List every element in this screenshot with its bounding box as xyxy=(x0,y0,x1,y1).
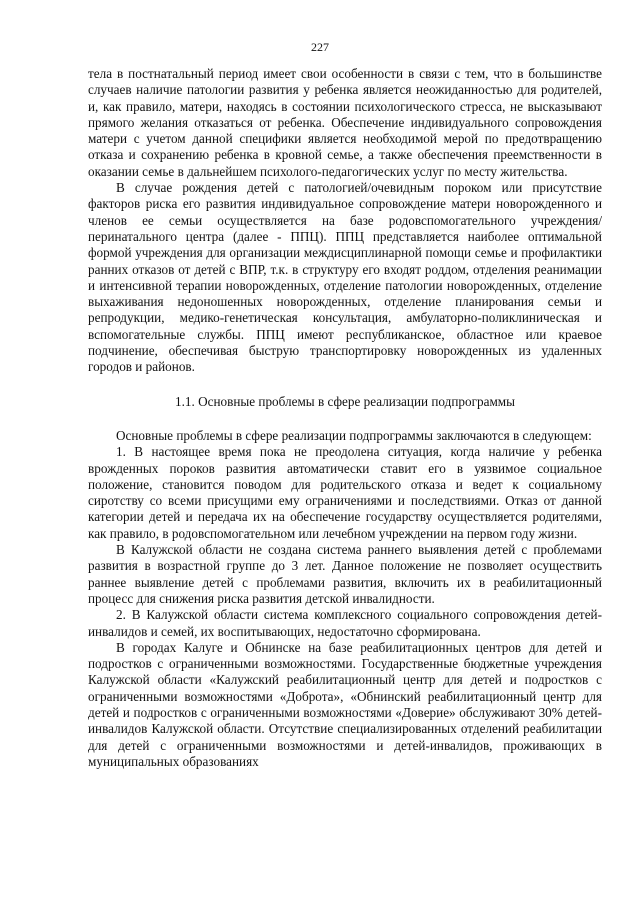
page-number: 227 xyxy=(311,40,329,54)
paragraph-ppc: В случае рождения детей с патологией/очевидным пороком или присутствие факторов риска его развития индивидуальное сопровождение матери новорожденного и членов ее семьи осуществляется на базе родовспомогательного учреждения/перинатального центра (далее - ППЦ). ППЦ представляется наиболее оптимальной формой учреждения для организации междисциплинарной помощи семье и профилактики ранних отказов от детей с ВПР, т.к. в структуру его входят роддом, отделения реанимации и интенсивной терапии новорожденных, отделение патологии новорожденных, отделение выхаживания недоношенных новорожденных, отделение планирования семьи и репродукции, медико-генетическая консультация, амбулаторно-поликлиническая и вспомогательные службы. ППЦ имеют республиканское, областное или краевое подчинение, обеспечивая быструю транспортировку новорожденных из удаленных городов и районов. xyxy=(88,180,602,375)
paragraph-continuation: тела в постнатальный период имеет свои особенности в связи с тем, что в большинстве случаев наличие патологии развития у ребенка является неожиданностью для родителей, и, как правило, матери, находясь в состоянии психологического стресса, не высказывают прямого желания отказаться от ребенка. Обеспечение индивидуального сопровождения матери с учетом данной специфики является необходимой мерой по предотвращению отказа и сохранению ребенка в кровной семье, а также обеспечения преемственности в оказании семье в дальнейшем психолого-педагогических услуг по месту жительства. xyxy=(88,66,602,179)
paragraph-problem-1: 1. В настоящее время пока не преодолена ситуация, когда наличие у ребенка врожденных пороков развития автоматически ставит его в уязвимое социальное положение, становится поводом для родительского отказа и ведет к социальному сиротству со всеми присущими ему ограничениями и последствиями. Отказ от данной категории детей и передача их на обеспечение государству осуществляется родителями, как правило, в родовспомогательном или лечебном учреждении на первом году жизни. xyxy=(88,444,602,541)
paragraph-rehab-centers: В городах Калуге и Обнинске на базе реабилитационных центров для детей и подростков с ограниченными возможностями. Государственные бюджетные учреждения Калужской области «Калужский реабилитационный центр для детей и подростков с ограниченными возможностями «Доброта», «Обнинский реабилитационный центр для детей и подростков с ограниченными возможностями «Доверие» обслуживают 30% детей-инвалидов Калужской области. Отсутствие специализированных отделений реабилитации для детей с ограниченными возможностями и детей-инвалидов, проживающих в муниципальных образованиях xyxy=(88,639,602,769)
paragraph-early-detection: В Калужской области не создана система раннего выявления детей с проблемами развития в возрастной группе до 3 лет. Данное положение не позволяет осуществить раннее выявление детей с проблемами развития, включить их в реабилитационный процесс для снижения риска развития детской инвалидности. xyxy=(88,542,602,606)
document-body xyxy=(88,66,602,770)
paragraph-problems-intro: Основные проблемы в сфере реализации подпрограммы заключаются в следующем: xyxy=(116,427,592,443)
section-heading: 1.1. Основные проблемы в сфере реализации подпрограммы xyxy=(174,393,516,409)
paragraph-problem-2: 2. В Калужской области система комплексного социального сопровождения детей-инвалидов и семей, их воспитывающих, недостаточно сформирована. xyxy=(88,607,602,639)
